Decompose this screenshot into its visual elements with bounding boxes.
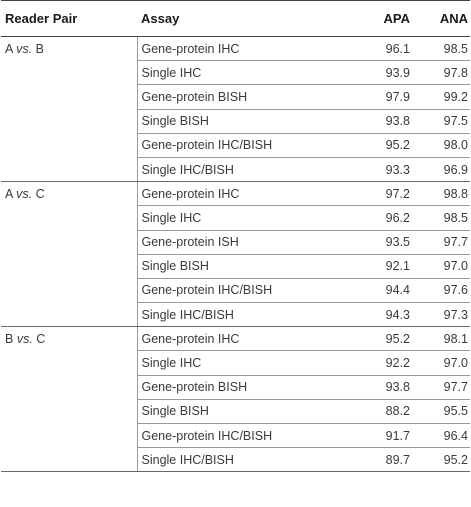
reader-pair-second: C — [35, 187, 45, 202]
apa-cell: 96.2 — [333, 206, 412, 230]
apa-cell: 95.2 — [333, 327, 412, 351]
apa-cell: 94.3 — [333, 303, 412, 327]
table-body — [1, 37, 470, 472]
ana-cell: 95.5 — [412, 399, 470, 423]
assay-cell: Single IHC/BISH — [137, 448, 333, 472]
assay-cell: Single BISH — [137, 399, 333, 423]
table-row — [1, 37, 470, 61]
header-ana: ANA — [412, 1, 470, 37]
ana-cell: 97.0 — [412, 351, 470, 375]
reader-pair-cell — [1, 37, 137, 182]
ana-cell: 98.8 — [412, 182, 470, 206]
table-row — [1, 327, 470, 351]
apa-cell: 91.7 — [333, 424, 412, 448]
apa-cell: 93.8 — [333, 375, 412, 399]
table-header — [1, 1, 470, 37]
reader-pair-second: C — [36, 332, 46, 347]
ana-cell: 97.3 — [412, 303, 470, 327]
table-row — [1, 182, 470, 206]
header-reader-pair: Reader Pair — [1, 1, 137, 37]
assay-cell: Single BISH — [137, 254, 333, 278]
ana-cell: 97.6 — [412, 278, 470, 302]
header-row — [1, 1, 470, 37]
assay-cell: Single IHC/BISH — [137, 157, 333, 181]
assay-cell: Gene-protein IHC — [137, 182, 333, 206]
ana-cell: 97.8 — [412, 61, 470, 85]
apa-cell: 89.7 — [333, 448, 412, 472]
apa-cell: 93.5 — [333, 230, 412, 254]
apa-cell: 97.9 — [333, 85, 412, 109]
apa-cell: 92.1 — [333, 254, 412, 278]
apa-cell: 93.9 — [333, 61, 412, 85]
reader-pair-vs: vs. — [16, 187, 33, 202]
apa-cell: 97.2 — [333, 182, 412, 206]
ana-cell: 98.0 — [412, 133, 470, 157]
apa-cell: 92.2 — [333, 351, 412, 375]
header-assay: Assay — [137, 1, 333, 37]
assay-cell: Gene-protein IHC/BISH — [137, 133, 333, 157]
ana-cell: 99.2 — [412, 85, 470, 109]
reader-pair-first: B — [5, 332, 14, 347]
ana-cell: 98.1 — [412, 327, 470, 351]
ana-cell: 97.0 — [412, 254, 470, 278]
reader-pair-vs: vs. — [16, 332, 33, 347]
apa-cell: 93.3 — [333, 157, 412, 181]
ana-cell: 97.7 — [412, 375, 470, 399]
ana-cell: 98.5 — [412, 37, 470, 61]
assay-cell: Single IHC/BISH — [137, 303, 333, 327]
ana-cell: 97.7 — [412, 230, 470, 254]
apa-cell: 95.2 — [333, 133, 412, 157]
apa-cell: 94.4 — [333, 278, 412, 302]
ana-cell: 96.4 — [412, 424, 470, 448]
assay-cell: Gene-protein IHC — [137, 327, 333, 351]
assay-cell: Single BISH — [137, 109, 333, 133]
reader-pair-cell — [1, 327, 137, 472]
assay-cell: Gene-protein IHC — [137, 37, 333, 61]
ana-cell: 97.5 — [412, 109, 470, 133]
assay-cell: Gene-protein IHC/BISH — [137, 278, 333, 302]
reader-pair-first: A — [5, 187, 13, 202]
reader-pair-vs: vs. — [16, 42, 33, 56]
assay-cell: Single IHC — [137, 206, 333, 230]
assay-cell: Single IHC — [137, 61, 333, 85]
ana-cell: 98.5 — [412, 206, 470, 230]
assay-cell: Single IHC — [137, 351, 333, 375]
reader-pair-first: A — [5, 42, 13, 56]
agreement-table — [1, 0, 470, 472]
header-apa: APA — [333, 1, 412, 37]
apa-cell: 96.1 — [333, 37, 412, 61]
assay-cell: Gene-protein ISH — [137, 230, 333, 254]
reader-pair-cell — [1, 182, 137, 327]
ana-cell: 96.9 — [412, 157, 470, 181]
apa-cell: 93.8 — [333, 109, 412, 133]
ana-cell: 95.2 — [412, 448, 470, 472]
assay-cell: Gene-protein BISH — [137, 375, 333, 399]
reader-pair-second: B — [35, 42, 44, 56]
apa-cell: 88.2 — [333, 399, 412, 423]
assay-cell: Gene-protein IHC/BISH — [137, 424, 333, 448]
assay-cell: Gene-protein BISH — [137, 85, 333, 109]
